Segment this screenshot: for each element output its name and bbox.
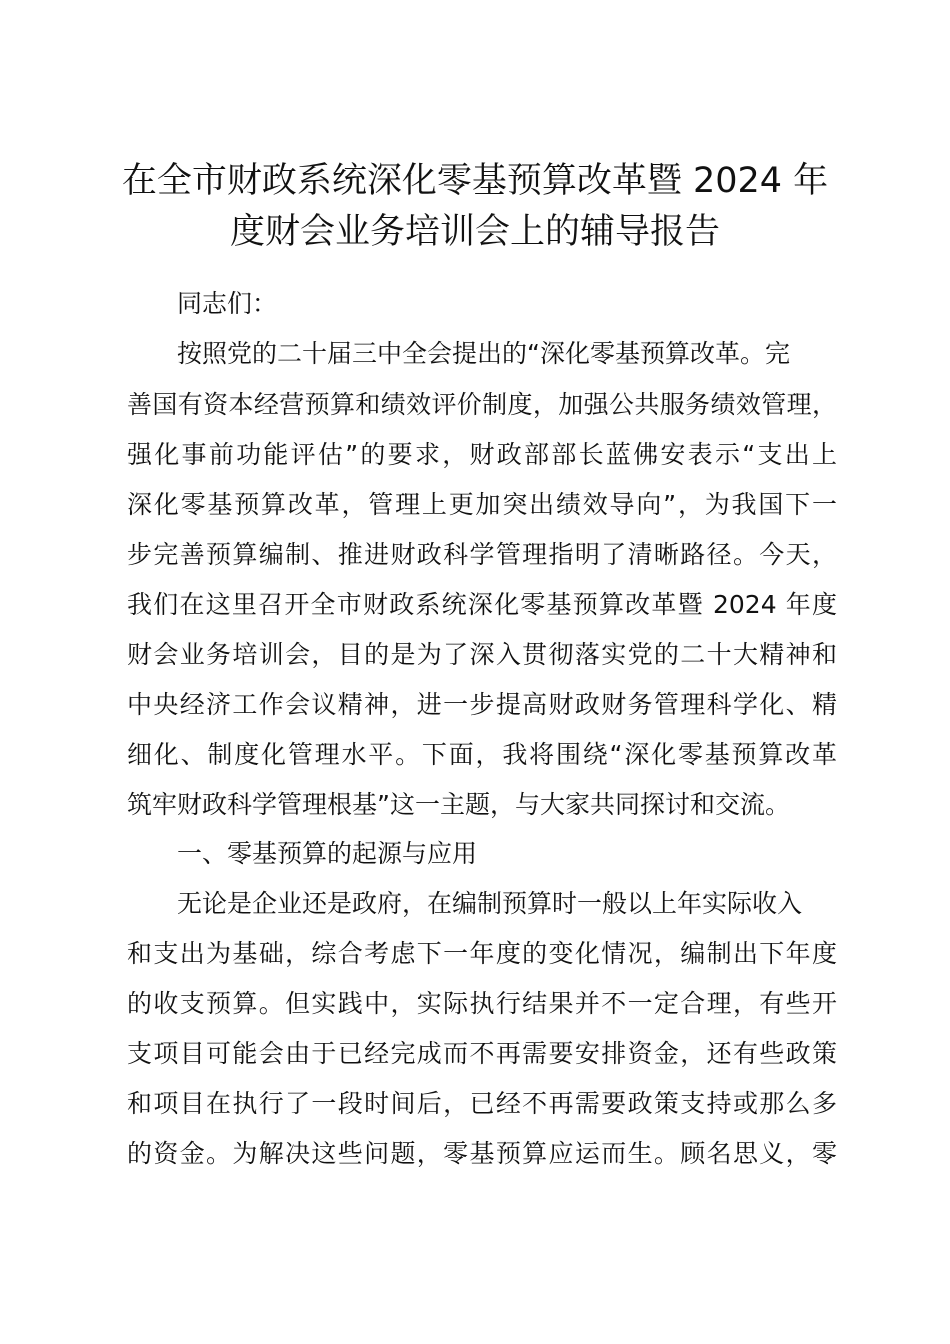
paragraph-1-line: 步完善预算编制、推进财政科学管理指明了清晰路径。今天， xyxy=(127,540,837,569)
paragraph-2-line: 的收支预算。但实践中，实际执行结果并不一定合理，有些开 xyxy=(127,989,837,1018)
paragraph-1-line: 财会业务培训会，目的是为了深入贯彻落实党的二十大精神和 xyxy=(127,640,837,669)
section-heading: 一、零基预算的起源与应用 xyxy=(177,839,478,868)
paragraph-2-line: 的资金。为解决这些问题，零基预算应运而生。顾名思义，零 xyxy=(127,1139,837,1168)
paragraph-2-line: 和项目在执行了一段时间后，已经不再需要政策支持或那么多 xyxy=(127,1089,837,1118)
paragraph-1-line: 细化、制度化管理水平。下面，我将围绕“深化零基预算改革 xyxy=(127,740,837,769)
paragraph-1-line: 按照党的二十届三中全会提出的“深化零基预算改革。完 xyxy=(177,339,790,368)
document-title-line-1: 在全市财政系统深化零基预算改革暨 2024 年 xyxy=(121,161,829,201)
document-title-line-2: 度财会业务培训会上的辅导报告 xyxy=(229,212,720,252)
paragraph-1-line: 我们在这里召开全市财政系统深化零基预算改革暨 2024 年度 xyxy=(127,590,837,619)
paragraph-2-line: 支项目可能会由于已经完成而不再需要安排资金，还有些政策 xyxy=(127,1039,837,1068)
paragraph-1-line: 中央经济工作会议精神，进一步提高财政财务管理科学化、精 xyxy=(127,690,837,719)
greeting: 同志们： xyxy=(177,289,278,318)
paragraph-2-line: 和支出为基础，综合考虑下一年度的变化情况，编制出下年度 xyxy=(127,939,837,968)
paragraph-1-line: 筑牢财政科学管理根基”这一主题，与大家共同探讨和交流。 xyxy=(127,790,790,819)
paragraph-1-line: 善国有资本经营预算和绩效评价制度，加强公共服务绩效管理， xyxy=(127,390,837,419)
paragraph-2-line: 无论是企业还是政府，在编制预算时一般以上年实际收入 xyxy=(177,889,803,918)
paragraph-1-line: 深化零基预算改革，管理上更加突出绩效导向”，为我国下一 xyxy=(127,490,837,519)
paragraph-1-line: 强化事前功能评估”的要求，财政部部长蓝佛安表示“支出上 xyxy=(127,440,837,469)
